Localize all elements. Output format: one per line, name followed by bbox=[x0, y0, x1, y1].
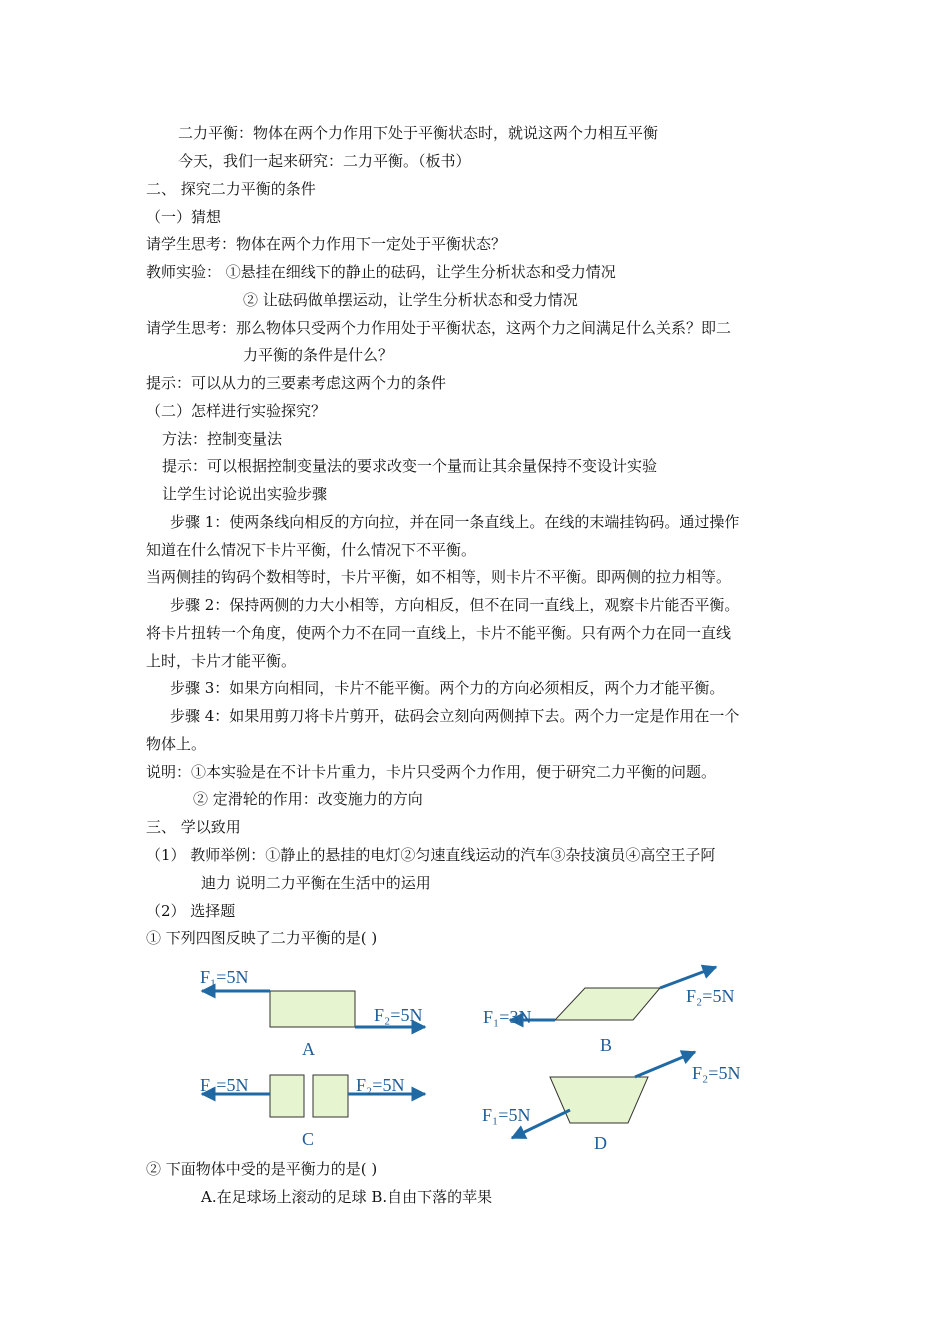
shape-d-trapezoid bbox=[550, 1077, 648, 1123]
label-c-letter: C bbox=[302, 1129, 315, 1149]
label-d-f2: F₂=5N bbox=[692, 1063, 741, 1083]
subsection-heading: （二）怎样进行实验探究？ bbox=[146, 402, 327, 420]
text-line: 让学生讨论说出实验步骤 bbox=[162, 485, 328, 503]
question-line: ② 下面物体中受的是平衡力的是( ) bbox=[146, 1160, 378, 1178]
label-b-letter: B bbox=[600, 1035, 613, 1055]
text-line: 迪力 说明二力平衡在生活中的运用 bbox=[201, 874, 431, 892]
label-b-f1: F₁=3N bbox=[483, 1007, 532, 1027]
label-c-f1: F₁=5N bbox=[200, 1075, 249, 1095]
text-line: 说明：①本实验是在不计卡片重力，卡片只受两个力作用，便于研究二力平衡的问题。 bbox=[146, 763, 717, 781]
text-line: （2） 选择题 bbox=[146, 902, 236, 920]
shape-a-box bbox=[270, 991, 355, 1027]
text-line: 提示：可以从力的三要素考虑这两个力的条件 bbox=[146, 374, 447, 392]
figure-a bbox=[200, 967, 425, 1059]
text-line: 二力平衡：物体在两个力作用下处于平衡状态时，就说这两个力相互平衡 bbox=[178, 124, 659, 142]
text-line: 力平衡的条件是什么？ bbox=[243, 346, 394, 364]
label-c-f2: F₂=5N bbox=[356, 1075, 405, 1095]
label-d-letter: D bbox=[594, 1133, 607, 1153]
section-heading: 二、 探究二力平衡的条件 bbox=[146, 180, 316, 198]
figure-c bbox=[200, 1075, 425, 1149]
force-diagram bbox=[190, 955, 770, 1155]
label-a-f2: F₂=5N bbox=[374, 1005, 423, 1025]
text-line: ② 定滑轮的作用：改变施力的方向 bbox=[193, 790, 423, 808]
arrow-d-right bbox=[635, 1052, 695, 1077]
text-line: ② 让砝码做单摆运动，让学生分析状态和受力情况 bbox=[243, 291, 578, 309]
text-line: 教师实验： ①悬挂在细线下的静止的砝码，让学生分析状态和受力情况 bbox=[146, 263, 616, 281]
text-line: 请学生思考：那么物体只受两个力作用处于平衡状态，这两个力之间满足什么关系？即二 bbox=[146, 319, 732, 337]
question-line: ① 下列四图反映了二力平衡的是( ) bbox=[146, 929, 378, 947]
text-line: 步骤 4：如果用剪刀将卡片剪开，砝码会立刻向两侧掉下去。两个力一定是作用在一个 bbox=[170, 707, 740, 725]
shape-b-parallelogram bbox=[555, 988, 660, 1020]
text-line: 将卡片扭转一个角度，使两个力不在同一直线上，卡片不能平衡。只有两个力在同一直线 bbox=[146, 624, 732, 642]
text-line: 请学生思考：物体在两个力作用下一定处于平衡状态？ bbox=[146, 235, 507, 253]
text-line: 物体上。 bbox=[146, 735, 207, 753]
label-b-f2: F₂=5N bbox=[686, 986, 735, 1006]
figure-d bbox=[482, 1052, 740, 1153]
figure-b bbox=[483, 967, 734, 1055]
section-heading: 三、 学以致用 bbox=[146, 818, 241, 836]
label-a-letter: A bbox=[302, 1039, 315, 1059]
subsection-heading: （一）猜想 bbox=[146, 208, 222, 226]
text-line: 方法：控制变量法 bbox=[162, 430, 283, 448]
text-line: 上时，卡片才能平衡。 bbox=[146, 652, 297, 670]
text-line: 步骤 3：如果方向相同，卡片不能平衡。两个力的方向必须相反，两个力才能平衡。 bbox=[170, 679, 725, 697]
text-line: 当两侧挂的钩码个数相等时，卡片平衡，如不相等，则卡片不平衡。即两侧的拉力相等。 bbox=[146, 568, 732, 586]
label-d-f1: F₁=5N bbox=[482, 1105, 531, 1125]
text-line: 今天，我们一起来研究：二力平衡。（板书） bbox=[178, 152, 471, 170]
label-a-f1: F₁=5N bbox=[200, 967, 249, 987]
text-line: 提示：可以根据控制变量法的要求改变一个量而让其余量保持不变设计实验 bbox=[162, 457, 658, 475]
shape-c-left-box bbox=[270, 1075, 304, 1117]
text-line: 步骤 1：使两条线向相反的方向拉，并在同一条直线上。在线的末端挂钩码。通过操作 bbox=[170, 513, 740, 531]
text-line: 知道在什么情况下卡片平衡，什么情况下不平衡。 bbox=[146, 541, 477, 559]
shape-c-right-box bbox=[313, 1075, 348, 1117]
text-line: 步骤 2：保持两侧的力大小相等，方向相反，但不在同一直线上，观察卡片能否平衡。 bbox=[170, 596, 740, 614]
text-line: （1） 教师举例：①静止的悬挂的电灯②匀速直线运动的汽车③杂技演员④高空王子阿 bbox=[146, 846, 716, 864]
arrow-b-right bbox=[660, 967, 716, 988]
answer-options: A.在足球场上滚动的足球 B.自由下落的苹果 bbox=[201, 1188, 493, 1206]
